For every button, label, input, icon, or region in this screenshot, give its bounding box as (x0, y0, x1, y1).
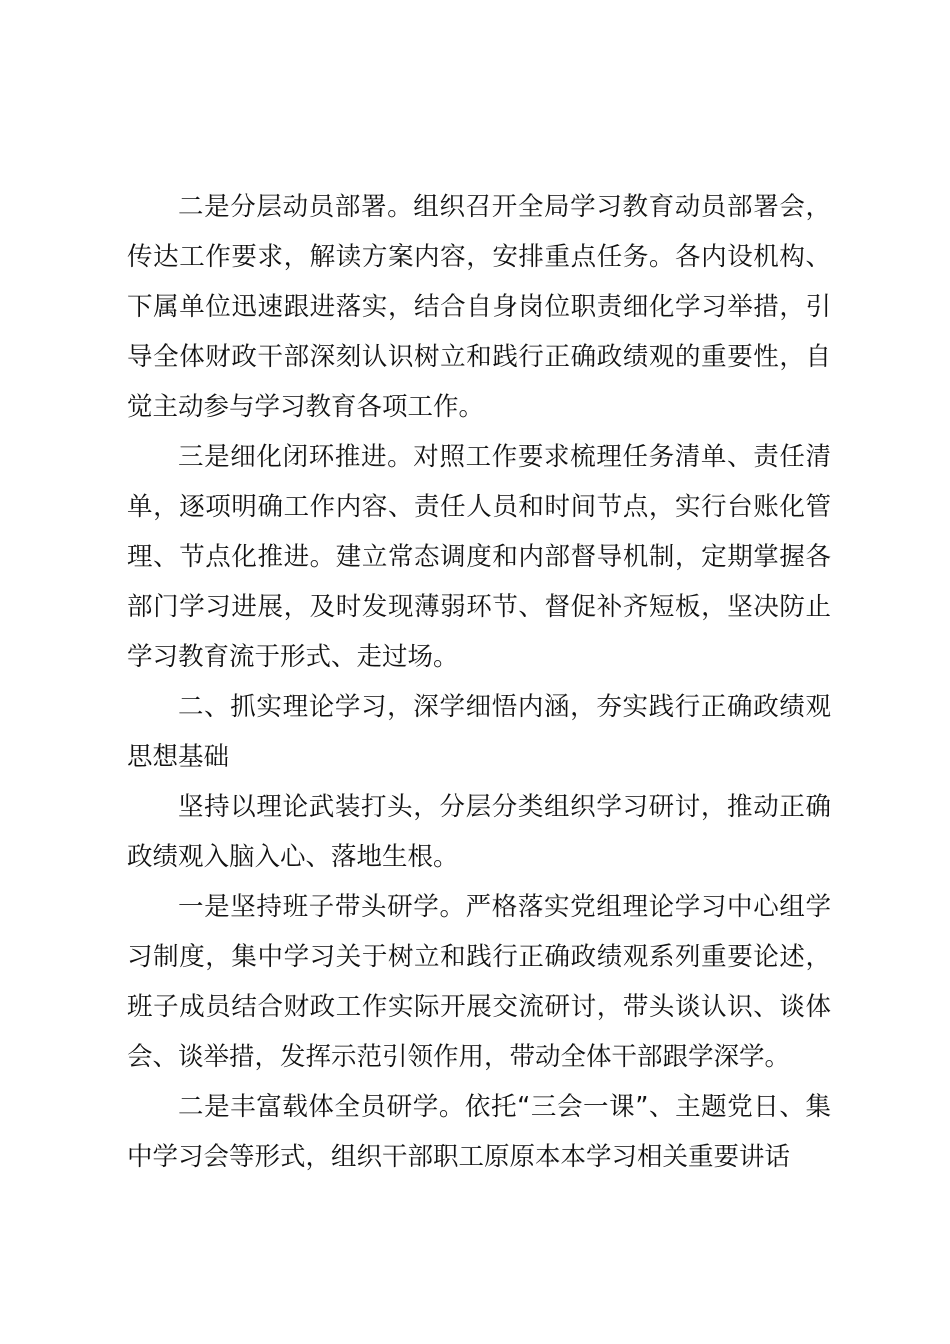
paragraph-layered-mobilization: 二是分层动员部署。组织召开全局学习教育动员部署会，传达工作要求，解读方案内容，安排重点任务。各内设机构、下属单位迅速跟进落实，结合自身岗位职责细化学习举措，引导全体财政干部深刻认识树立和践行正确政绩观的重要性，自觉主动参与学习教育各项工作。 (127, 192, 831, 422)
paragraph-leadership-study: 一是坚持班子带头研学。严格落实党组理论学习中心组学习制度，集中学习关于树立和践行正确政绩观系列重要论述，班子成员结合财政工作实际开展交流研讨，带头谈认识、谈体会、谈举措，发挥示范引领作用，带动全体干部跟学深学。 (127, 892, 831, 1072)
paragraph-closed-loop-advancement: 三是细化闭环推进。对照工作要求梳理任务清单、责任清单，逐项明确工作内容、责任人员和时间节点，实行台账化管理、节点化推进。建立常态调度和内部督导机制，定期掌握各部门学习进展，及时发现薄弱环节、督促补齐短板，坚决防止学习教育流于形式、走过场。 (127, 442, 831, 672)
paragraph-theory-overview: 坚持以理论武装打头，分层分类组织学习研讨，推动正确政绩观入脑入心、落地生根。 (127, 792, 831, 872)
paragraph-all-staff-study: 二是丰富载体全员研学。依托“三会一课”、主题党日、集中学习会等形式，组织干部职工原原本本学习相关重要讲话 (127, 1092, 831, 1172)
section-heading-theory-study: 二、抓实理论学习，深学细悟内涵，夯实践行正确政绩观思想基础 (127, 692, 831, 772)
document-body (127, 182, 831, 1182)
